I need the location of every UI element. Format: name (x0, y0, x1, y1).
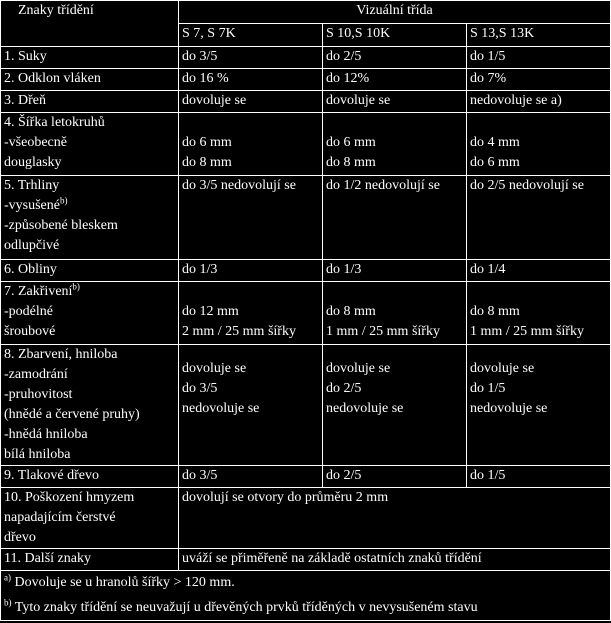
footnote-b: $^{b)}$ Tyto znaky třídění se neuvažují u dřevěných prvků tříděných v nevysušeném stavu (1, 596, 611, 621)
cell: nedovoluje se a) (467, 91, 611, 113)
cell: do 3/5 (179, 466, 323, 488)
cell: do 8 mm 1 mm / 25 mm šířky (467, 282, 611, 345)
row-label: 6. Obliny (1, 260, 179, 282)
table-row (1, 91, 611, 113)
header-class-s13: S 13,S 13K (467, 24, 611, 47)
cell: do 1/3 (323, 260, 467, 282)
table-row (1, 260, 611, 282)
footnote-row (1, 571, 611, 596)
cell: do 8 mm 1 mm / 25 mm šířky (323, 282, 467, 345)
cell: do 16 % (179, 69, 323, 91)
table-row (1, 466, 611, 488)
row-label: 5. Trhliny -vysušené$^{b)}$ -způsobené bleskem odlupčivé (1, 176, 179, 260)
cell: do 6 mm do 8 mm (179, 113, 323, 176)
cell: dovoluje se do 1/5 nedovoluje se (467, 345, 611, 466)
cell: do 12 mm 2 mm / 25 mm šířky (179, 282, 323, 345)
row-label: 4. Šířka letokruhů -všeobecně douglasky (1, 113, 179, 176)
cell: do 3/5 (179, 47, 323, 69)
cell: do 3/5 nedovolují se (179, 176, 323, 260)
table-row (1, 549, 611, 571)
table-row (1, 282, 611, 345)
header-visual-class: Vizuální třída (179, 1, 611, 24)
row-label: 2. Odklon vláken (1, 69, 179, 91)
cell: do 12% (323, 69, 467, 91)
cell: do 2/5 nedovolují se (467, 176, 611, 260)
row-label: 1. Suky (1, 47, 179, 69)
table-row (1, 176, 611, 260)
cell: dovoluje se (323, 91, 467, 113)
table-row (1, 69, 611, 91)
footnote-a: $^{a)}$ Dovoluje se u hranolů šířky > 120 mm. (1, 571, 611, 596)
header-criteria: Znaky třídění (1, 1, 179, 47)
cell: dovoluje se (179, 91, 323, 113)
row-label: 9. Tlakové dřevo (1, 466, 179, 488)
cell: do 1/2 nedovolují se (323, 176, 467, 260)
table-row (1, 345, 611, 466)
cell: do 2/5 (323, 466, 467, 488)
cell: do 4 mm do 6 mm (467, 113, 611, 176)
cell: do 2/5 (323, 47, 467, 69)
footnote-row (1, 596, 611, 621)
cell: do 1/3 (179, 260, 323, 282)
row-label: 7. Zakřivení$^{b)}$ -podélné šroubové (1, 282, 179, 345)
table-row (1, 488, 611, 549)
table-row (1, 113, 611, 176)
row-label: 3. Dřeň (1, 91, 179, 113)
cell-merged: dovolují se otvory do průměru 2 mm (179, 488, 611, 549)
table-row (1, 47, 611, 69)
cell: dovoluje se do 2/5 nedovoluje se (323, 345, 467, 466)
cell: do 7% (467, 69, 611, 91)
cell: do 1/5 (467, 466, 611, 488)
header-class-s10: S 10,S 10K (323, 24, 467, 47)
cell: dovoluje se do 3/5 nedovoluje se (179, 345, 323, 466)
cell: do 1/4 (467, 260, 611, 282)
cell-merged: uváží se přiměřeně na základě ostatních znaků třídění (179, 549, 611, 571)
cell: do 6 mm do 8 mm (323, 113, 467, 176)
row-label: 10. Poškození hmyzem napadajícím čerstvé dřevo (1, 488, 179, 549)
row-label: 8. Zbarvení, hniloba -zamodrání -pruhovitost (hnědé a červené pruhy) -hnědá hniloba bílá hniloba (1, 345, 179, 466)
row-label: 11. Další znaky (1, 549, 179, 571)
cell: do 1/5 (467, 47, 611, 69)
header-class-s7: S 7, S 7K (179, 24, 323, 47)
